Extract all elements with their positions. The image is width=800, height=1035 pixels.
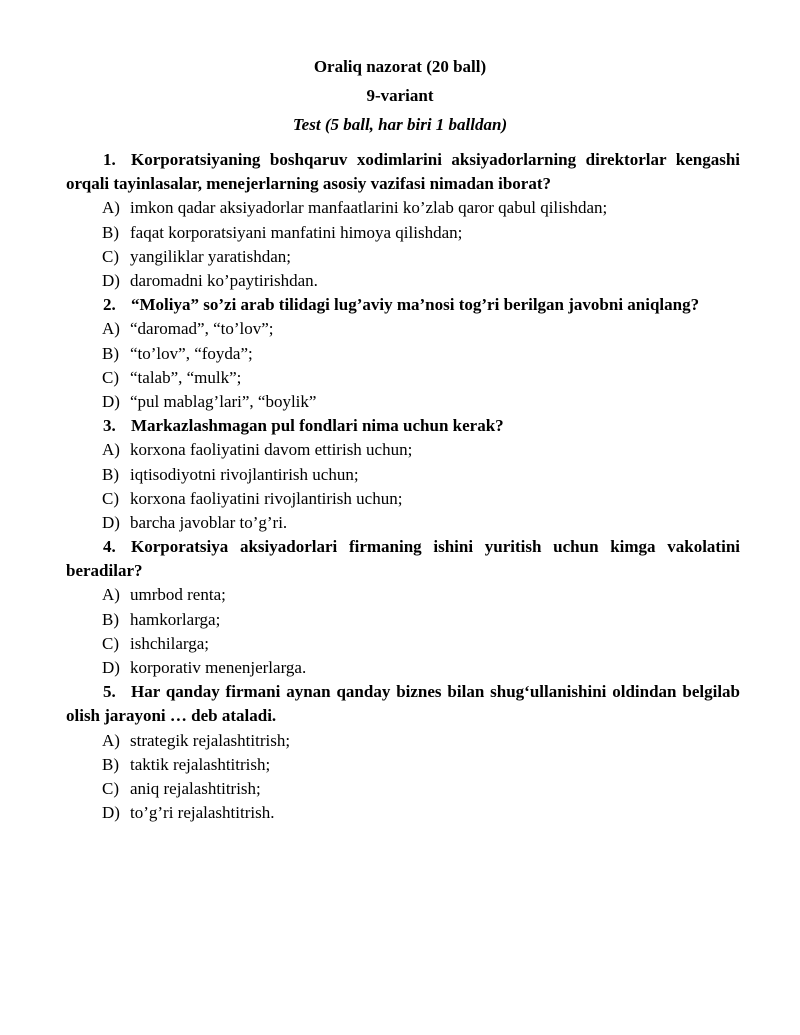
option-text: ishchilarga; [130,633,209,653]
answer-option [66,632,740,656]
option-text: yangiliklar yaratishdan; [130,246,291,266]
option-letter: D) [102,391,120,411]
question-label: Markazlashmagan pul fondlari nima uchun kerak? [131,416,504,436]
option-text: faqat korporatsiyani manfatini himoya qilishdan; [130,222,463,242]
option-text: “pul mablag’lari”, “boylik” [130,391,317,411]
question-block [66,535,740,680]
option-text: korxona faoliyatini davom ettirish uchun; [130,440,413,460]
option-letter: A) [102,440,120,460]
question-text [66,680,740,728]
option-letter: B) [102,464,119,484]
option-letter: C) [102,367,119,387]
option-letter: B) [102,609,119,629]
question-text [66,148,740,196]
option-text: iqtisodiyotni rivojlantirish uchun; [130,464,359,484]
document-title: Oraliq nazorat (20 ball) [313,57,487,76]
answer-option [66,269,740,293]
answer-option [66,438,740,462]
test-subtitle: Test (5 ball, har biri 1 balldan) [292,115,508,134]
option-letter: D) [102,803,120,823]
option-text: umrbod renta; [130,585,226,605]
option-letter: C) [102,488,119,508]
answer-option [66,463,740,487]
answer-option [66,729,740,753]
answer-option [66,221,740,245]
answer-option [66,801,740,825]
variant-label: 9-variant [366,86,434,105]
answer-option [66,487,740,511]
questions-list [66,148,740,825]
question-text [66,414,740,438]
option-text: “to’lov”, “foyda”; [130,343,253,363]
option-letter: D) [102,270,120,290]
question-block [66,680,740,825]
option-letter: B) [102,222,119,242]
option-letter: C) [102,779,119,798]
option-letter: B) [102,343,119,363]
option-text: korporativ menenjerlarga. [130,658,307,678]
option-text: to’g’ri rejalashtitrish. [130,803,275,823]
answer-option [66,196,740,220]
option-text: imkon qadar aksiyadorlar manfaatlarini ko’zlab qaror qabul qilishdan; [130,198,608,218]
answer-option [66,390,740,414]
question-number: 4. [103,537,116,557]
question-label: Har qanday firmani aynan qanday biznes bilan shug‘ullanishini oldindan belgilab olish jarayoni … deb ataladi. [66,682,740,726]
question-number: 1. [103,150,116,169]
question-number: 3. [103,416,116,436]
question-number: 2. [103,295,116,315]
answer-option [66,753,740,777]
answer-option [66,656,740,680]
question-label: Korporatsiya aksiyadorlari firmaning ishini yuritish uchun kimga vakolatini beradilar? [66,537,740,581]
option-letter: C) [102,633,119,653]
option-text: daromadni ko’paytirishdan. [130,270,318,290]
option-letter: A) [102,585,120,605]
option-letter: A) [102,730,120,750]
option-letter: C) [102,246,119,266]
option-letter: B) [102,754,119,774]
option-letter: A) [102,319,120,339]
option-text: strategik rejalashtitrish; [130,730,291,750]
question-block [66,293,740,414]
question-number: 5. [103,682,116,702]
answer-option [66,317,740,341]
option-text: barcha javoblar to’g’ri. [130,512,288,532]
option-text: taktik rejalashtitrish; [130,754,271,774]
answer-option [66,511,740,535]
option-text: “daromad”, “to’lov”; [130,319,274,339]
option-letter: D) [102,512,120,532]
option-text: aniq rejalashtitrish; [130,779,261,798]
question-text [66,293,740,317]
option-text: korxona faoliyatini rivojlantirish uchun; [130,488,403,508]
answer-option [66,366,740,390]
option-letter: A) [102,198,120,218]
question-block [66,414,740,535]
option-letter: D) [102,658,120,678]
question-label: “Moliya” so’zi arab tilidagi lug’aviy ma’nosi tog’ri berilgan javobni aniqlang? [131,295,700,315]
option-text: “talab”, “mulk”; [130,367,242,387]
option-text: hamkorlarga; [130,609,221,629]
answer-option [66,583,740,607]
answer-option [66,342,740,366]
question-text [66,535,740,583]
answer-option [66,777,740,801]
question-block [66,148,740,293]
answer-option [66,608,740,632]
answer-option [66,245,740,269]
question-label: Korporatsiyaning boshqaruv xodimlarini aksiyadorlarning direktorlar kengashi orqali tayinlasalar, menejerlarning asosiy vazifasi nimadan iborat? [66,150,740,194]
